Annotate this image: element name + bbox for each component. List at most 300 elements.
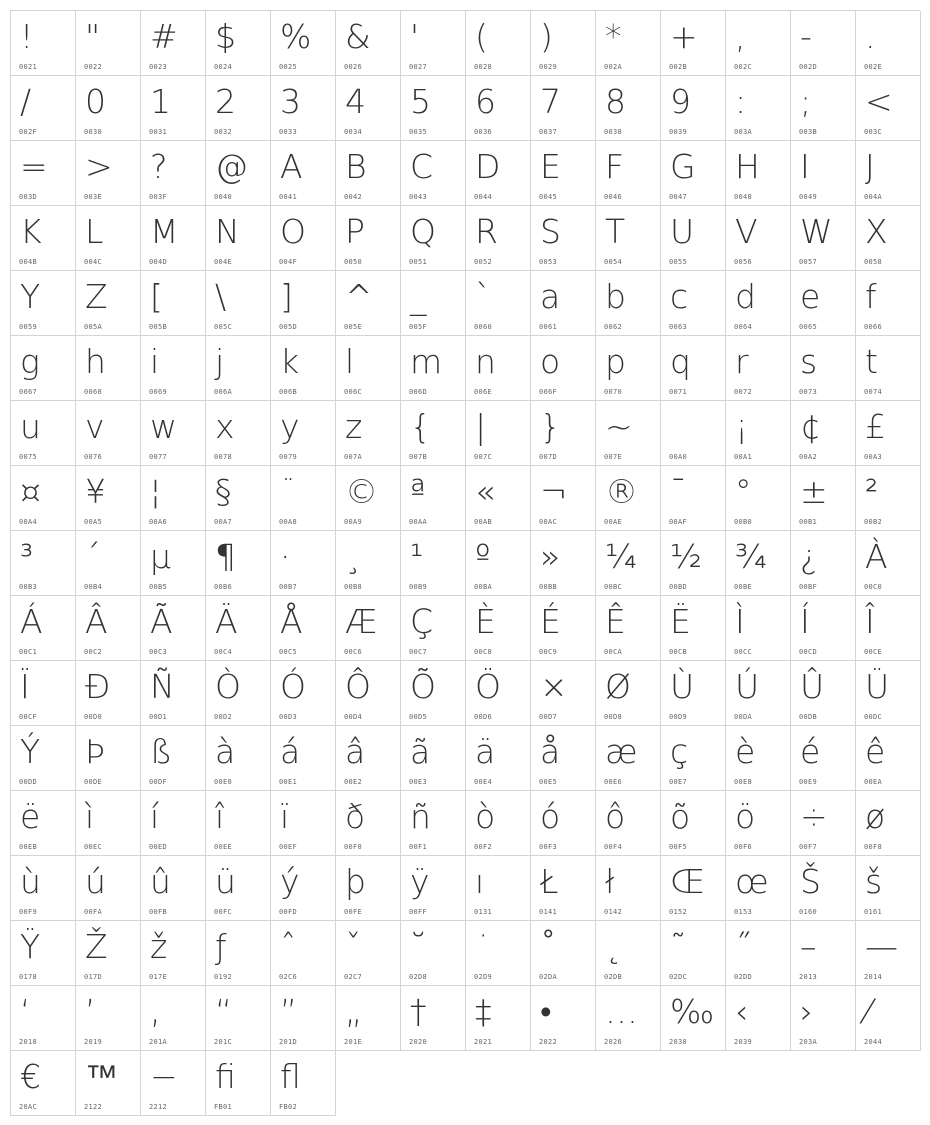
- glyph-character: á: [280, 732, 301, 771]
- glyph-cell: [661, 661, 726, 726]
- glyph-character: €: [20, 1057, 41, 1096]
- glyph-character: ñ: [410, 797, 431, 836]
- glyph-character: §: [215, 472, 232, 511]
- glyph-codepoint: 2122: [84, 1103, 103, 1111]
- glyph-cell: [271, 986, 336, 1051]
- glyph-cell: [726, 466, 791, 531]
- glyph-cell: [401, 986, 466, 1051]
- glyph-character: ˚: [540, 927, 557, 966]
- glyph-character: b: [605, 277, 626, 316]
- glyph-character: À: [865, 537, 888, 576]
- glyph-codepoint: 0071: [669, 388, 688, 396]
- glyph-character: A: [280, 147, 303, 186]
- glyph-codepoint: 0058: [864, 258, 883, 266]
- glyph-character: ⁄: [865, 992, 871, 1031]
- glyph-codepoint: 005A: [84, 323, 103, 331]
- glyph-codepoint: 00A8: [279, 518, 298, 526]
- glyph-character: 1: [150, 82, 171, 121]
- glyph-character: …: [605, 992, 638, 1031]
- glyph-cell: [661, 596, 726, 661]
- glyph-codepoint: 0069: [149, 388, 168, 396]
- glyph-cell: [11, 336, 76, 401]
- glyph-codepoint: 003C: [864, 128, 883, 136]
- glyph-character: Æ: [345, 602, 378, 641]
- glyph-cell: [401, 141, 466, 206]
- glyph-cell: [726, 206, 791, 271]
- glyph-codepoint: 0061: [539, 323, 558, 331]
- glyph-character: ´: [85, 537, 101, 576]
- glyph-cell: [661, 401, 726, 466]
- glyph-codepoint: 0044: [474, 193, 493, 201]
- glyph-codepoint: 0074: [864, 388, 883, 396]
- glyph-character: .: [865, 17, 876, 56]
- glyph-codepoint: 0057: [799, 258, 818, 266]
- glyph-cell: [76, 531, 141, 596]
- glyph-codepoint: 2019: [84, 1038, 103, 1046]
- glyph-codepoint: 00C1: [19, 648, 38, 656]
- glyph-cell: [596, 986, 661, 1051]
- glyph-character: Ñ: [150, 667, 175, 706]
- glyph-codepoint: 00E6: [604, 778, 623, 786]
- glyph-codepoint: 0072: [734, 388, 753, 396]
- glyph-codepoint: 0030: [84, 128, 103, 136]
- glyph-cell: [596, 726, 661, 791]
- glyph-character: ¤: [20, 472, 41, 511]
- glyph-codepoint: 00C8: [474, 648, 493, 656]
- glyph-character: ×: [540, 667, 568, 706]
- glyph-character: ß: [150, 732, 173, 771]
- glyph-cell: [531, 401, 596, 466]
- glyph-character: M: [150, 212, 179, 251]
- glyph-character: ?: [150, 147, 168, 186]
- glyph-codepoint: 00C0: [864, 583, 883, 591]
- glyph-codepoint: 00D3: [279, 713, 298, 721]
- glyph-cell: [336, 401, 401, 466]
- glyph-cell: [141, 791, 206, 856]
- glyph-codepoint: 0192: [214, 973, 233, 981]
- glyph-character: j: [215, 342, 225, 381]
- glyph-character: ÿ: [410, 862, 430, 901]
- glyph-codepoint: 00FA: [84, 908, 103, 916]
- glyph-codepoint: 00DA: [734, 713, 753, 721]
- glyph-cell: [661, 921, 726, 986]
- glyph-codepoint: 0039: [669, 128, 688, 136]
- glyph-character: †: [410, 992, 427, 1031]
- glyph-cell: [336, 466, 401, 531]
- glyph-character: ˜: [670, 927, 687, 966]
- glyph-character: ú: [85, 862, 106, 901]
- glyph-cell: [206, 531, 271, 596]
- glyph-cell: [336, 531, 401, 596]
- glyph-character: J: [865, 147, 875, 186]
- glyph-cell: [206, 661, 271, 726]
- glyph-cell: [401, 11, 466, 76]
- glyph-character: x: [215, 407, 235, 446]
- glyph-cell: [11, 1051, 76, 1116]
- glyph-character: <: [865, 82, 893, 121]
- glyph-character: /: [20, 82, 32, 121]
- glyph-character: Ü: [865, 667, 890, 706]
- glyph-character: *: [605, 17, 622, 56]
- glyph-character: X: [865, 212, 888, 251]
- glyph-cell: [661, 791, 726, 856]
- glyph-cell: [336, 726, 401, 791]
- glyph-character: æ: [605, 732, 638, 771]
- glyph-character: ™: [85, 1057, 118, 1096]
- glyph-cell: [726, 661, 791, 726]
- glyph-cell: [206, 206, 271, 271]
- glyph-cell: [661, 271, 726, 336]
- glyph-character: _: [410, 277, 427, 316]
- glyph-codepoint: 0076: [84, 453, 103, 461]
- glyph-cell: [141, 726, 206, 791]
- glyph-character: ³: [20, 537, 34, 576]
- glyph-cell: [531, 466, 596, 531]
- glyph-character: ¦: [150, 472, 162, 511]
- glyph-cell: [401, 206, 466, 271]
- glyph-character: š: [865, 862, 883, 901]
- glyph-cell: [791, 661, 856, 726]
- glyph-character: |: [475, 407, 487, 446]
- glyph-cell: [466, 271, 531, 336]
- glyph-codepoint: 006B: [279, 388, 298, 396]
- glyph-character: ˇ: [345, 927, 362, 966]
- glyph-cell: [726, 856, 791, 921]
- glyph-character: ï: [280, 797, 290, 836]
- glyph-character: S: [540, 212, 561, 251]
- glyph-codepoint: 002E: [864, 63, 883, 71]
- glyph-character: 7: [540, 82, 561, 121]
- glyph-character: ù: [20, 862, 41, 901]
- glyph-codepoint: 2039: [734, 1038, 753, 1046]
- glyph-cell: [466, 986, 531, 1051]
- glyph-character: }: [540, 407, 561, 446]
- glyph-cell: [206, 986, 271, 1051]
- glyph-character: e: [800, 277, 821, 316]
- glyph-character: Ô: [345, 667, 371, 706]
- glyph-codepoint: 0066: [864, 323, 883, 331]
- glyph-cell: [271, 856, 336, 921]
- glyph-character: p: [605, 342, 626, 381]
- glyph-cell: [271, 661, 336, 726]
- glyph-codepoint: 00B8: [344, 583, 363, 591]
- glyph-cell: [791, 986, 856, 1051]
- glyph-cell: [76, 726, 141, 791]
- glyph-codepoint: 0031: [149, 128, 168, 136]
- glyph-character: ¯: [670, 472, 687, 511]
- glyph-cell: [141, 921, 206, 986]
- glyph-codepoint: 0178: [19, 973, 38, 981]
- glyph-cell: [336, 661, 401, 726]
- glyph-cell: [11, 466, 76, 531]
- glyph-cell: [401, 596, 466, 661]
- glyph-codepoint: 005E: [344, 323, 363, 331]
- glyph-character: ì: [85, 797, 95, 836]
- glyph-codepoint: 00C5: [279, 648, 298, 656]
- glyph-character: ²: [865, 472, 879, 511]
- glyph-cell: [661, 856, 726, 921]
- glyph-cell: [531, 856, 596, 921]
- glyph-character: f: [865, 277, 877, 316]
- glyph-cell: [791, 531, 856, 596]
- glyph-codepoint: 00E9: [799, 778, 818, 786]
- glyph-codepoint: 2013: [799, 973, 818, 981]
- glyph-codepoint: 002A: [604, 63, 623, 71]
- glyph-character: È: [475, 602, 496, 641]
- glyph-cell: [726, 141, 791, 206]
- glyph-cell: [856, 596, 921, 661]
- glyph-character: ˘: [410, 927, 427, 966]
- glyph-codepoint: 00B5: [149, 583, 168, 591]
- glyph-cell: [271, 466, 336, 531]
- glyph-cell: [401, 921, 466, 986]
- glyph-cell: [856, 336, 921, 401]
- glyph-cell: [661, 206, 726, 271]
- glyph-character: Ï: [20, 667, 30, 706]
- glyph-character: Þ: [85, 732, 105, 771]
- glyph-character: $: [215, 17, 236, 56]
- glyph-cell: [531, 726, 596, 791]
- glyph-codepoint: 00F1: [409, 843, 428, 851]
- glyph-codepoint: 003F: [149, 193, 168, 201]
- glyph-character: 4: [345, 82, 366, 121]
- glyph-codepoint: 0037: [539, 128, 558, 136]
- glyph-cell: [141, 1051, 206, 1116]
- glyph-character: Õ: [410, 667, 436, 706]
- glyph-cell: [76, 856, 141, 921]
- glyph-codepoint: 0060: [474, 323, 493, 331]
- glyph-grid: [10, 10, 920, 1116]
- glyph-cell: [206, 856, 271, 921]
- glyph-character: ”: [280, 992, 298, 1031]
- glyph-character: 9: [670, 82, 691, 121]
- glyph-codepoint: 0070: [604, 388, 623, 396]
- glyph-cell: [661, 466, 726, 531]
- glyph-cell: [11, 921, 76, 986]
- glyph-codepoint: 00B0: [734, 518, 753, 526]
- glyph-codepoint: 00E8: [734, 778, 753, 786]
- glyph-character: Ý: [20, 732, 41, 771]
- glyph-codepoint: 00CC: [734, 648, 753, 656]
- glyph-cell: [856, 531, 921, 596]
- glyph-character: ë: [20, 797, 41, 836]
- glyph-cell: [76, 206, 141, 271]
- glyph-codepoint: 00E5: [539, 778, 558, 786]
- glyph-character: ‡: [475, 992, 492, 1031]
- glyph-codepoint: 00FE: [344, 908, 363, 916]
- glyph-character: ‹: [735, 992, 749, 1031]
- glyph-cell: [206, 336, 271, 401]
- glyph-codepoint: 0050: [344, 258, 363, 266]
- glyph-codepoint: 00B4: [84, 583, 103, 591]
- glyph-codepoint: 0033: [279, 128, 298, 136]
- glyph-codepoint: 00CD: [799, 648, 818, 656]
- glyph-codepoint: 201A: [149, 1038, 168, 1046]
- glyph-codepoint: 00BA: [474, 583, 493, 591]
- glyph-codepoint: 0036: [474, 128, 493, 136]
- glyph-character: ü: [215, 862, 236, 901]
- glyph-character: —: [865, 927, 898, 966]
- glyph-codepoint: 0075: [19, 453, 38, 461]
- glyph-cell: [76, 11, 141, 76]
- glyph-character: r: [735, 342, 749, 381]
- glyph-cell: [271, 596, 336, 661]
- glyph-character: ö: [735, 797, 756, 836]
- glyph-cell: [271, 76, 336, 141]
- glyph-character: °: [735, 472, 752, 511]
- glyph-cell: [271, 401, 336, 466]
- glyph-codepoint: 0025: [279, 63, 298, 71]
- glyph-cell: [726, 726, 791, 791]
- glyph-character: ®: [605, 472, 638, 511]
- glyph-cell: [206, 76, 271, 141]
- glyph-character: R: [475, 212, 498, 251]
- glyph-cell: [336, 141, 401, 206]
- glyph-cell: [661, 11, 726, 76]
- glyph-character: Ì: [735, 602, 745, 641]
- glyph-cell: [76, 921, 141, 986]
- glyph-codepoint: 00D9: [669, 713, 688, 721]
- glyph-cell: [141, 401, 206, 466]
- glyph-character: T: [605, 212, 626, 251]
- glyph-codepoint: 2022: [539, 1038, 558, 1046]
- glyph-character: ¼: [605, 537, 637, 576]
- glyph-cell: [11, 986, 76, 1051]
- glyph-cell: [466, 596, 531, 661]
- glyph-cell: [336, 206, 401, 271]
- glyph-character: v: [85, 407, 105, 446]
- glyph-codepoint: 00DD: [19, 778, 38, 786]
- glyph-cell: [466, 466, 531, 531]
- glyph-codepoint: 00A6: [149, 518, 168, 526]
- glyph-codepoint: FB02: [279, 1103, 298, 1111]
- glyph-cell: [271, 531, 336, 596]
- glyph-character: É: [540, 602, 561, 641]
- glyph-codepoint: 00AA: [409, 518, 428, 526]
- glyph-character: Î: [865, 602, 875, 641]
- glyph-character: 6: [475, 82, 496, 121]
- glyph-character: \: [215, 277, 227, 316]
- glyph-character: K: [20, 212, 42, 251]
- glyph-codepoint: 017D: [84, 973, 103, 981]
- glyph-codepoint: 00CB: [669, 648, 688, 656]
- glyph-character: «: [475, 472, 496, 511]
- glyph-codepoint: 00F3: [539, 843, 558, 851]
- glyph-codepoint: 00F2: [474, 843, 493, 851]
- glyph-character: ã: [410, 732, 431, 771]
- glyph-character: »: [540, 537, 561, 576]
- glyph-cell: [206, 791, 271, 856]
- glyph-cell: [661, 76, 726, 141]
- glyph-codepoint: 00FB: [149, 908, 168, 916]
- glyph-codepoint: 0021: [19, 63, 38, 71]
- glyph-codepoint: 005B: [149, 323, 168, 331]
- glyph-codepoint: 007B: [409, 453, 428, 461]
- glyph-codepoint: 003A: [734, 128, 753, 136]
- glyph-character: ': [410, 17, 420, 56]
- glyph-cell: [531, 141, 596, 206]
- glyph-cell: [726, 336, 791, 401]
- glyph-codepoint: 00D4: [344, 713, 363, 721]
- glyph-cell: [11, 206, 76, 271]
- glyph-character: Ò: [215, 667, 241, 706]
- glyph-codepoint: 00EA: [864, 778, 883, 786]
- glyph-cell: [596, 596, 661, 661]
- glyph-codepoint: 0056: [734, 258, 753, 266]
- glyph-cell: [466, 921, 531, 986]
- glyph-character: ˝: [735, 927, 752, 966]
- glyph-character: Ó: [280, 667, 306, 706]
- glyph-character: 3: [280, 82, 301, 121]
- glyph-cell: [856, 726, 921, 791]
- glyph-cell: [206, 1051, 271, 1116]
- glyph-character: B: [345, 147, 367, 186]
- glyph-character: C: [410, 147, 434, 186]
- glyph-codepoint: 006A: [214, 388, 233, 396]
- glyph-character: 2: [215, 82, 236, 121]
- glyph-character: ±: [800, 472, 828, 511]
- glyph-cell: [206, 466, 271, 531]
- glyph-cell: [856, 271, 921, 336]
- glyph-character: Í: [800, 602, 810, 641]
- glyph-codepoint: 00E0: [214, 778, 233, 786]
- glyph-codepoint: 00A9: [344, 518, 363, 526]
- glyph-cell: [531, 11, 596, 76]
- glyph-codepoint: 00E4: [474, 778, 493, 786]
- glyph-character: ·: [280, 537, 291, 576]
- glyph-character: í: [150, 797, 160, 836]
- glyph-character: ˛: [605, 927, 622, 966]
- glyph-character: Ç: [410, 602, 434, 641]
- glyph-codepoint: 02DC: [669, 973, 688, 981]
- glyph-character: o: [540, 342, 561, 381]
- glyph-cell: [141, 531, 206, 596]
- glyph-character: t: [865, 342, 878, 381]
- glyph-codepoint: 0153: [734, 908, 753, 916]
- glyph-codepoint: 00EE: [214, 843, 233, 851]
- glyph-character: Ö: [475, 667, 501, 706]
- glyph-character: è: [735, 732, 756, 771]
- glyph-codepoint: 00A4: [19, 518, 38, 526]
- glyph-cell: [596, 401, 661, 466]
- glyph-character: k: [280, 342, 300, 381]
- glyph-cell: [856, 206, 921, 271]
- glyph-codepoint: 0029: [539, 63, 558, 71]
- glyph-character: ł: [605, 862, 615, 901]
- glyph-cell: [726, 596, 791, 661]
- glyph-codepoint: 0078: [214, 453, 233, 461]
- glyph-character: ©: [345, 472, 378, 511]
- glyph-character: ¥: [85, 472, 106, 511]
- glyph-character: å: [540, 732, 561, 771]
- glyph-cell: [11, 661, 76, 726]
- glyph-character: Ê: [605, 602, 626, 641]
- glyph-codepoint: 005C: [214, 323, 233, 331]
- glyph-character: -: [800, 17, 812, 56]
- glyph-character: s: [800, 342, 818, 381]
- glyph-character: l: [345, 342, 355, 381]
- glyph-codepoint: 0022: [84, 63, 103, 71]
- glyph-codepoint: 0062: [604, 323, 623, 331]
- glyph-character: U: [670, 212, 695, 251]
- glyph-codepoint: 02C6: [279, 973, 298, 981]
- glyph-cell: [856, 466, 921, 531]
- glyph-cell: [531, 336, 596, 401]
- glyph-cell: [466, 76, 531, 141]
- glyph-character: g: [20, 342, 40, 381]
- glyph-cell: [206, 11, 271, 76]
- glyph-cell: [141, 661, 206, 726]
